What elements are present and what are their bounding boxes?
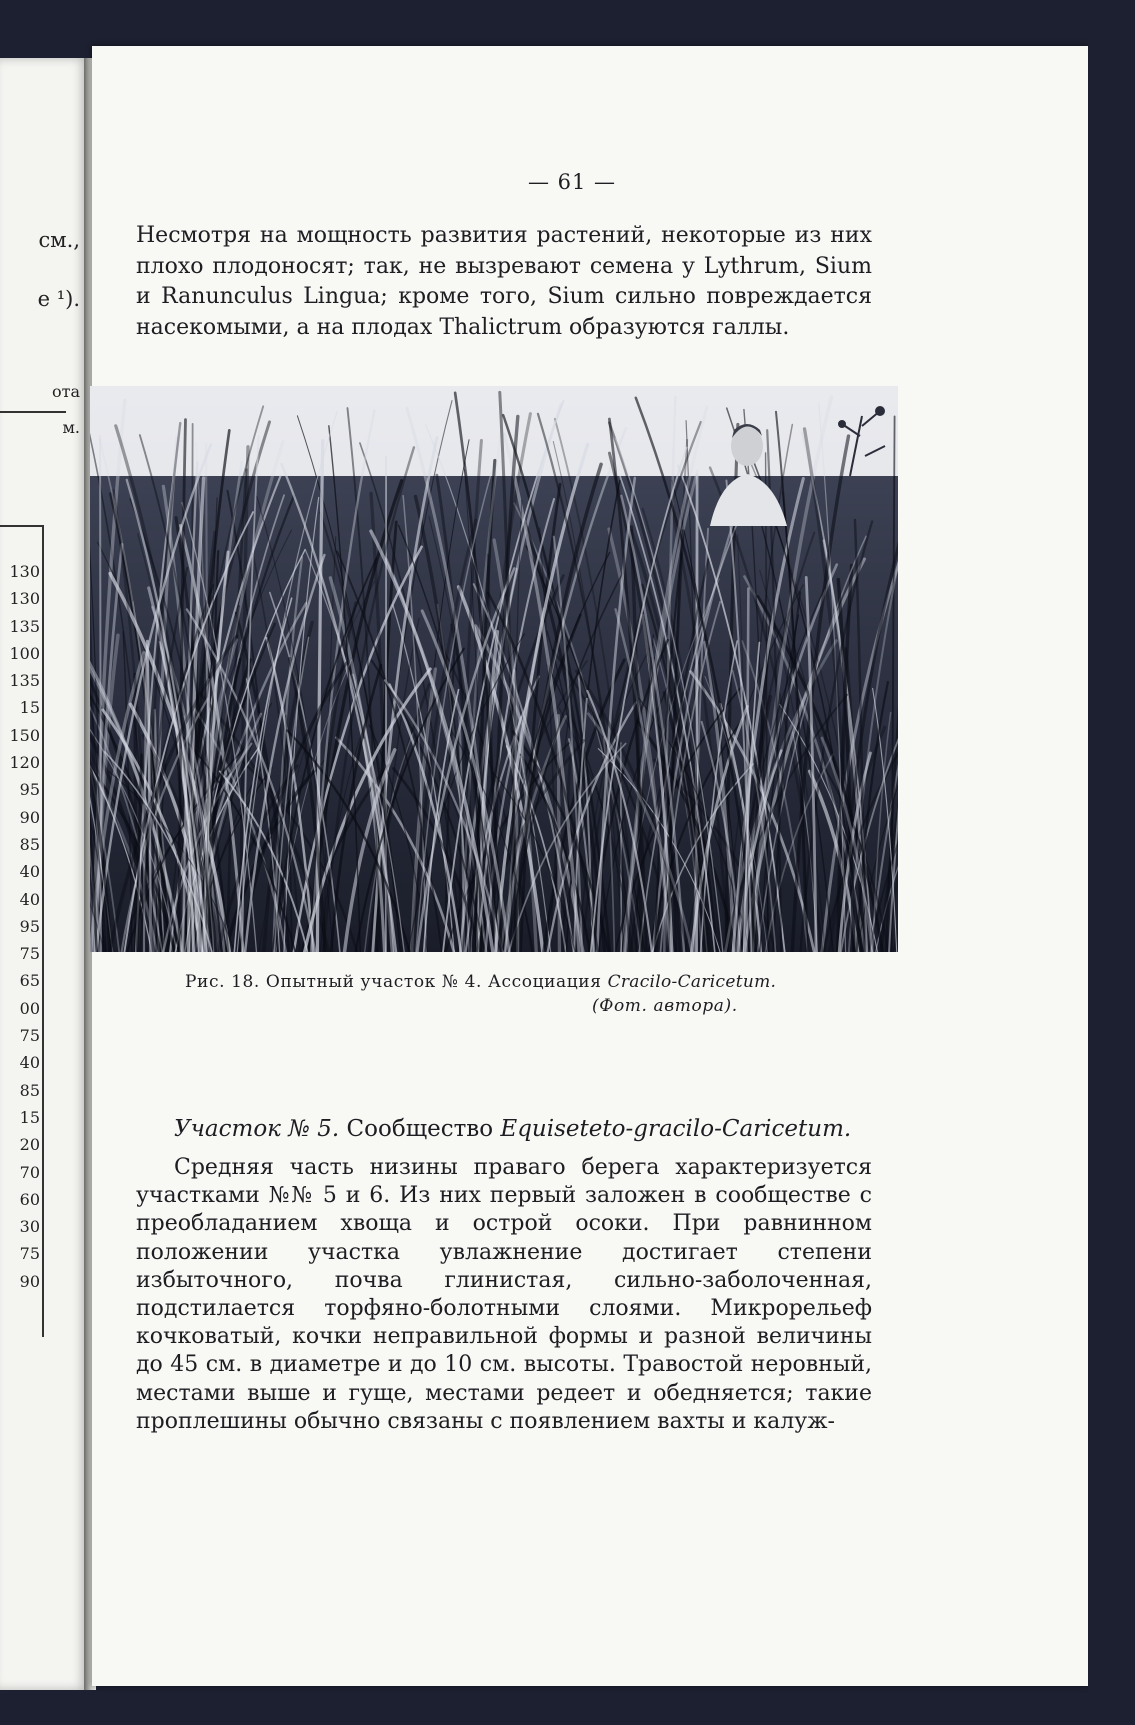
left-table-number: 60 (19, 1189, 40, 1209)
left-table-number: 150 (9, 725, 40, 745)
left-table-number: 135 (9, 616, 40, 636)
intro-paragraph: Несмотря на мощность развития растений, некоторые из них плохо плодоносят; так, не вызревают семена у Lythrum, Sium и Ranunculus Lingua; кроме того, Sium сильно повреждается насекомыми, а на плодах Thalictrum образуются галлы. (136, 223, 872, 340)
left-table-number: 130 (9, 589, 40, 609)
section-body: Средняя часть низины праваго берега характеризуется участками №№ 5 и 6. Из них первый заложен в сообществе с преобладанием хвоща и острой осоки. При равнинном положении участка увлажнение достигает степени избыточного, почва глинистая, сильно-заболоченная, подстилается торфяно-болотными слоями. Микрорельеф кочковатый, кочки неправильной формы и разной величины до 45 см. в диаметре и до 10 см. высоты. Травостой неровный, местами выше и гуще, местами редеет и обедняется; такие проплешины обычно связаны с появлением вахты и калуж- (136, 1155, 872, 1434)
left-table-number: 95 (19, 780, 40, 800)
section-label: Участок № 5. (174, 1116, 340, 1142)
left-table-number: 15 (19, 698, 40, 718)
left-fragment-4: м. (62, 418, 80, 437)
left-table-number: 00 (19, 998, 40, 1018)
left-table-number: 135 (9, 671, 40, 691)
left-table-number: 65 (19, 971, 40, 991)
book-page (92, 46, 1088, 1686)
left-table-rule (0, 525, 42, 527)
page-number: — 61 — (527, 170, 617, 194)
left-fragment-1: см., (38, 228, 80, 252)
section-heading (174, 1116, 894, 1142)
left-table-number: 85 (19, 1080, 40, 1100)
section-heading-middle: Сообщество (339, 1116, 501, 1142)
left-table-number: 75 (19, 944, 40, 964)
left-table-number: 85 (19, 834, 40, 854)
left-table-number: 70 (19, 1162, 40, 1182)
left-table-rule (0, 411, 66, 413)
left-table-number: 20 (19, 1135, 40, 1155)
left-table-numbers (0, 558, 40, 1295)
left-page-fragment (0, 58, 88, 1690)
left-fragment-2: е ¹). (37, 287, 80, 311)
left-table-number: 100 (9, 643, 40, 663)
left-table-number: 15 (19, 1107, 40, 1127)
figure-credit: (Фот. автора). (592, 996, 738, 1016)
left-table-number: 75 (19, 1026, 40, 1046)
left-table-number: 40 (19, 1053, 40, 1073)
scan-background (1088, 0, 1135, 1725)
left-table-number: 90 (19, 807, 40, 827)
left-table-number: 95 (19, 916, 40, 936)
left-table-number: 40 (19, 862, 40, 882)
left-table-number: 75 (19, 1244, 40, 1264)
left-table-number: 90 (19, 1271, 40, 1291)
caption-species: Cracilo-Caricetum. (607, 972, 777, 992)
left-table-number: 130 (9, 562, 40, 581)
caption-prefix: Рис. 18. Опытный участок № 4. Ассоциация (185, 972, 608, 992)
left-table-number: 120 (9, 753, 40, 773)
left-table-number: 40 (19, 889, 40, 909)
field-photograph (90, 386, 898, 952)
section-association-name: Equiseteto-gracilo-Caricetum. (500, 1116, 852, 1142)
figure-caption (185, 972, 885, 992)
left-table-number: 30 (19, 1217, 40, 1237)
left-table-column-rule (42, 525, 44, 1337)
left-fragment-3: ота (51, 382, 80, 401)
